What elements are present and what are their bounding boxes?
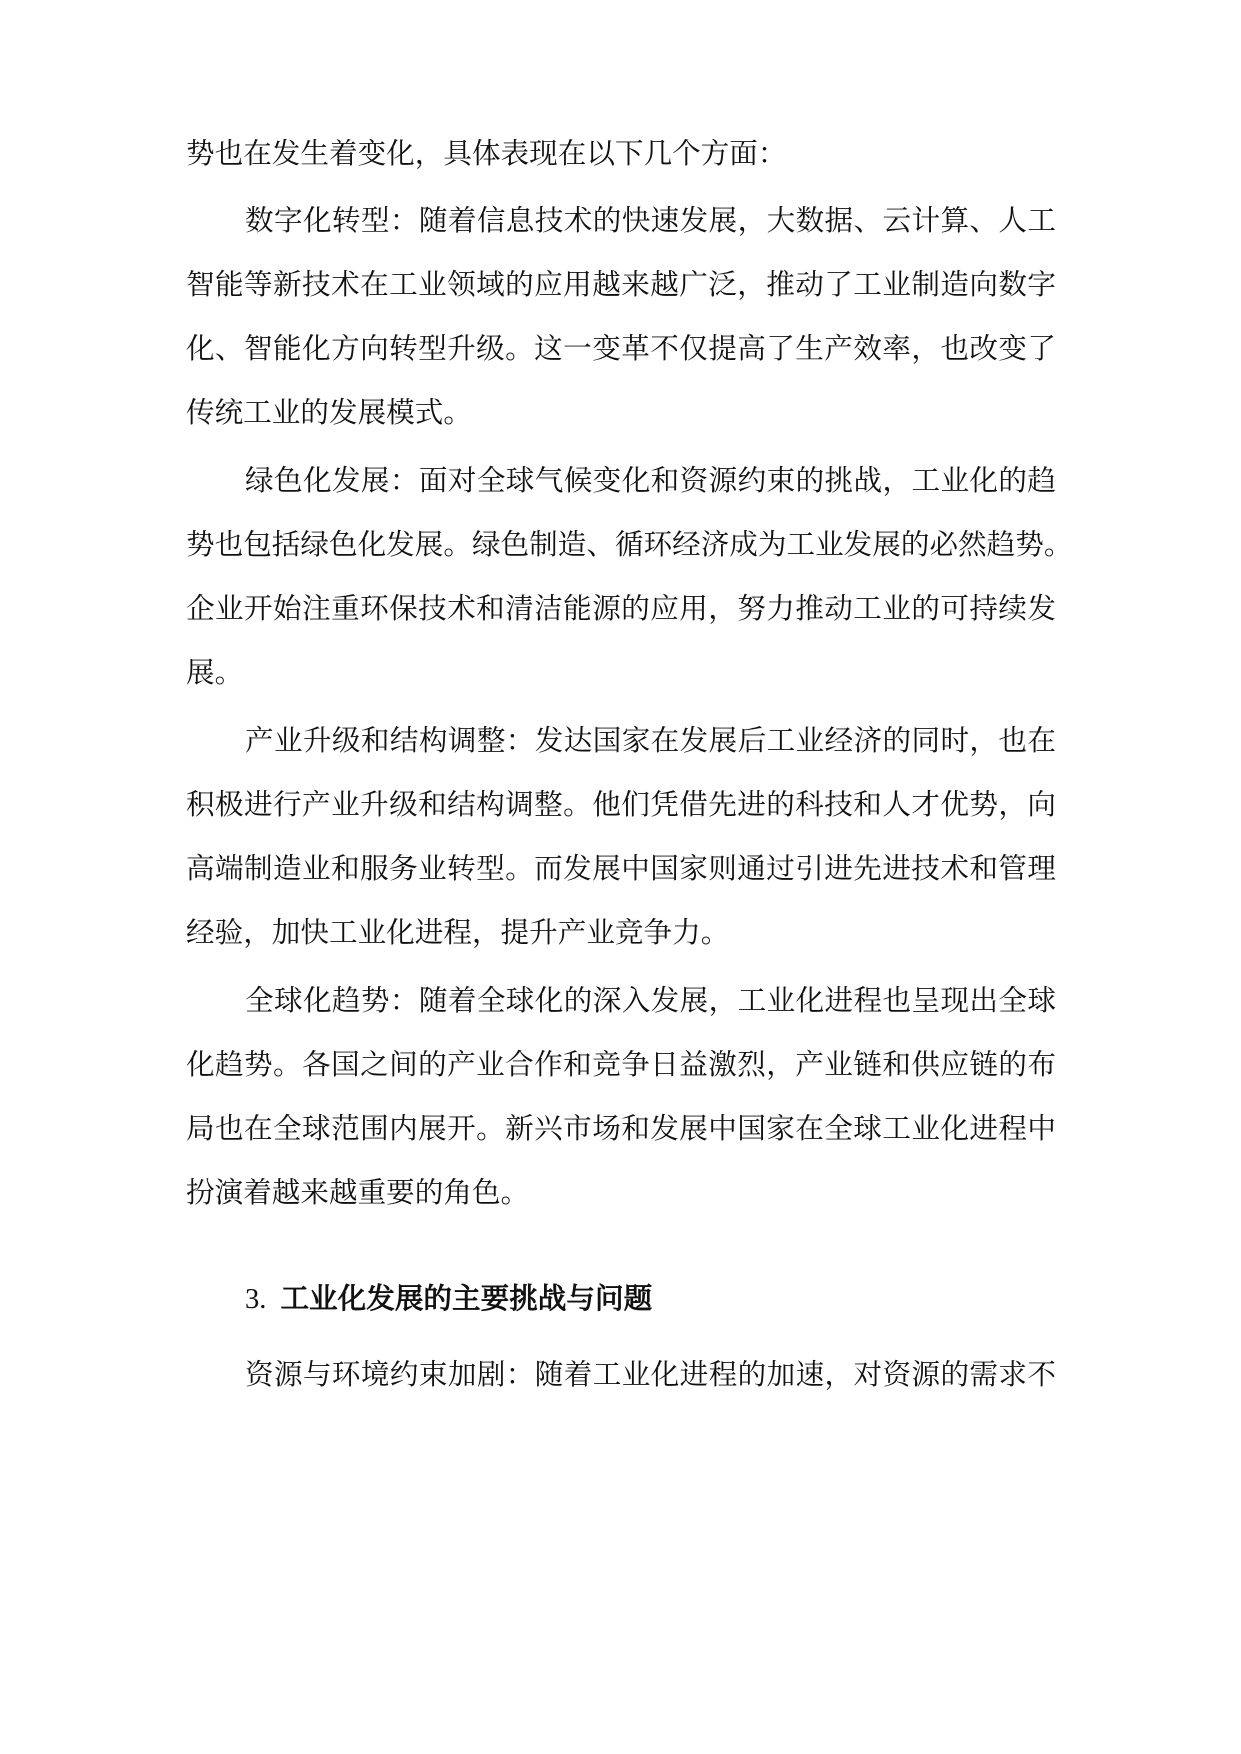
- text-line: 扮演着越来越重要的角色。: [186, 1175, 530, 1209]
- paragraph-upgrade-first-line: 产业升级和结构调整：发达国家在发展后工业经济的同时，也在: [245, 723, 1056, 757]
- text-line: 经验，加快工业化进程，提升产业竞争力。: [186, 915, 730, 949]
- text-line: 企业开始注重环保技术和清洁能源的应用，努力推动工业的可持续发: [186, 591, 1056, 625]
- text-line: 化趋势。各国之间的产业合作和竞争日益激烈，产业链和供应链的布: [186, 1047, 1056, 1081]
- text-line: 智能等新技术在工业领域的应用越来越广泛，推动了工业制造向数字: [186, 267, 1056, 301]
- text-line: 传统工业的发展模式。: [186, 395, 472, 429]
- text-line: 势也包括绿色化发展。绿色制造、循环经济成为工业发展的必然趋势。: [186, 527, 1073, 561]
- text-line: 化、智能化方向转型升级。这一变革不仅提高了生产效率，也改变了: [186, 331, 1056, 365]
- section-heading: [245, 1278, 652, 1320]
- paragraph-green-first-line: 绿色化发展：面对全球气候变化和资源约束的挑战，工业化的趋: [245, 463, 1056, 497]
- paragraph-globalization-first-line: 全球化趋势：随着全球化的深入发展，工业化进程也呈现出全球: [245, 983, 1056, 1017]
- paragraph-digital-first-line: 数字化转型：随着信息技术的快速发展，大数据、云计算、人工: [245, 203, 1056, 237]
- text-line: 局也在全球范围内展开。新兴市场和发展中国家在全球工业化进程中: [186, 1111, 1056, 1145]
- text-line: 势也在发生着变化，具体表现在以下几个方面：: [186, 136, 787, 170]
- paragraph-resources-first-line: 资源与环境约束加剧：随着工业化进程的加速，对资源的需求不: [245, 1357, 1056, 1391]
- section-number: 3.: [245, 1284, 267, 1315]
- text-line: 高端制造业和服务业转型。而发展中国家则通过引进先进技术和管理: [186, 851, 1056, 885]
- text-line: 展。: [186, 655, 244, 689]
- text-line: 积极进行产业升级和结构调整。他们凭借先进的科技和人才优势，向: [186, 787, 1056, 821]
- section-title: 工业化发展的主要挑战与问题: [280, 1281, 653, 1315]
